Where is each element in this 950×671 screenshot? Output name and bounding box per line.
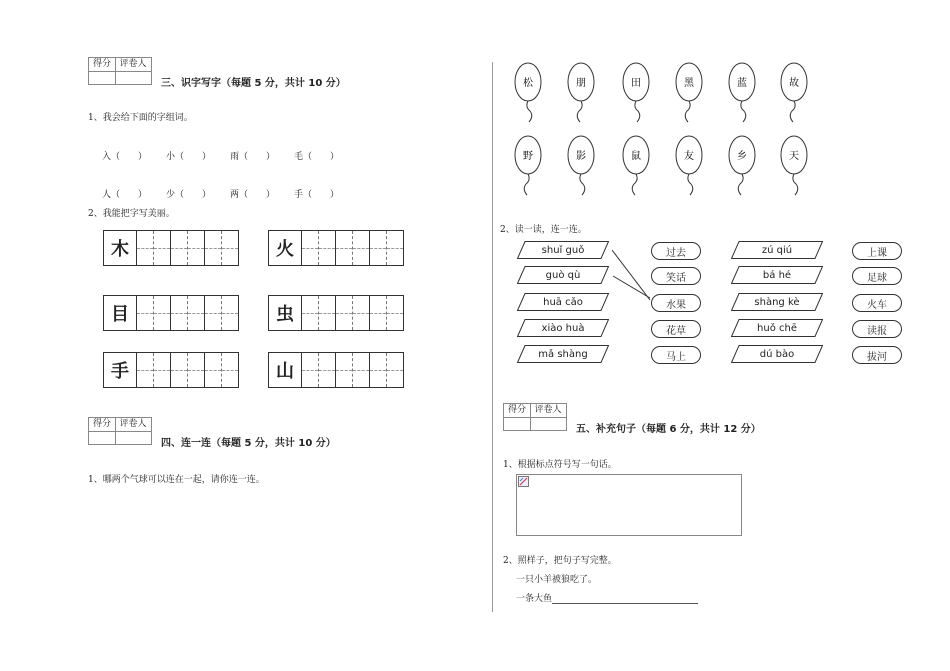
sentence-prompt: 一条大鱼	[516, 594, 553, 604]
balloon-char: 蓝	[737, 78, 747, 89]
score-label: 得分	[89, 418, 116, 431]
section4-q2: 2、读一读，连一连。	[500, 225, 587, 235]
example-sentence: 一只小羊被狼吃了。	[516, 575, 598, 585]
word-oval[interactable]: 拔河	[852, 346, 902, 364]
section5-q1: 1、根据标点符号写一句话。	[503, 460, 617, 470]
answer-box[interactable]	[516, 474, 742, 536]
section4-q1: 1、哪两个气球可以连在一起，请你连一连。	[88, 475, 265, 485]
word-blank[interactable]: 小（ ）	[166, 152, 212, 162]
balloon-char: 黑	[684, 78, 694, 89]
pinyin-text: mǎ shàng	[538, 348, 588, 360]
grid-char: 火	[269, 231, 302, 265]
section3-q2: 2、我能把字写美丽。	[88, 209, 175, 219]
word-oval[interactable]: 火车	[852, 294, 902, 312]
word-blank[interactable]: 人（ ）	[102, 190, 148, 200]
balloon-char: 鼠	[631, 151, 641, 162]
balloon-char: 天	[789, 151, 799, 162]
section3-q1: 1、我会给下面的字组词。	[88, 113, 193, 123]
balloon-char: 朋	[576, 78, 586, 89]
grader-label: 评卷人	[119, 59, 147, 69]
word-oval[interactable]: 足球	[852, 267, 902, 285]
pinyin-text: bá hé	[762, 269, 792, 281]
word-oval[interactable]: 笑话	[651, 267, 701, 285]
word-oval[interactable]: 过去	[651, 242, 701, 260]
grid-char: 手	[104, 353, 137, 387]
word-blank[interactable]: 手（ ）	[294, 190, 340, 200]
score-table	[503, 403, 567, 431]
pinyin-text: shuǐ guǒ	[541, 244, 585, 256]
grader-label: 评卷人	[534, 405, 562, 415]
score-label: 得分	[89, 58, 116, 71]
section4-title: 四、连一连（每题 5 分，共计 10 分）	[161, 438, 336, 449]
balloon-char: 故	[789, 78, 799, 89]
word-oval[interactable]: 水果	[651, 294, 701, 312]
pinyin-text: guò qù	[545, 269, 581, 281]
grader-label: 评卷人	[119, 419, 147, 429]
balloon-char: 影	[576, 151, 586, 162]
balloon-char: 友	[684, 151, 694, 162]
word-oval[interactable]: 花草	[651, 320, 701, 338]
section3-title: 三、识字写字（每题 5 分，共计 10 分）	[161, 78, 346, 89]
balloon-char: 田	[631, 78, 641, 89]
balloon-char: 松	[523, 78, 533, 89]
pinyin-text: xiào huà	[541, 322, 585, 334]
fill-sentence[interactable]	[516, 591, 698, 604]
section5-q2: 2、照样子，把句子写完整。	[503, 556, 617, 566]
section5-title: 五、补充句子（每题 6 分，共计 12 分）	[576, 424, 761, 435]
word-blank[interactable]: 雨（ ）	[230, 152, 276, 162]
balloon-char: 野	[523, 151, 533, 162]
pinyin-text: huǒ chē	[757, 322, 797, 334]
word-oval[interactable]: 读报	[852, 320, 902, 338]
grid-char: 虫	[269, 296, 302, 330]
pinyin-text: shàng kè	[754, 296, 800, 308]
grid-char: 目	[104, 296, 137, 330]
image-placeholder-icon	[518, 476, 529, 487]
score-label: 得分	[504, 404, 531, 417]
pinyin-text: huā cǎo	[543, 296, 583, 308]
pinyin-text: dú bào	[759, 348, 795, 360]
word-oval[interactable]: 马上	[651, 346, 701, 364]
word-blank[interactable]: 少（ ）	[166, 190, 212, 200]
word-blank[interactable]: 入（ ）	[102, 152, 148, 162]
balloon-char: 乡	[737, 151, 747, 162]
grid-char: 山	[269, 353, 302, 387]
pinyin-text: zú qiú	[761, 244, 793, 256]
answer-line[interactable]	[552, 593, 698, 604]
word-blank[interactable]: 两（ ）	[230, 190, 276, 200]
word-blank[interactable]: 毛（ ）	[294, 152, 340, 162]
word-oval[interactable]: 上课	[852, 242, 902, 260]
grid-char: 木	[104, 231, 137, 265]
